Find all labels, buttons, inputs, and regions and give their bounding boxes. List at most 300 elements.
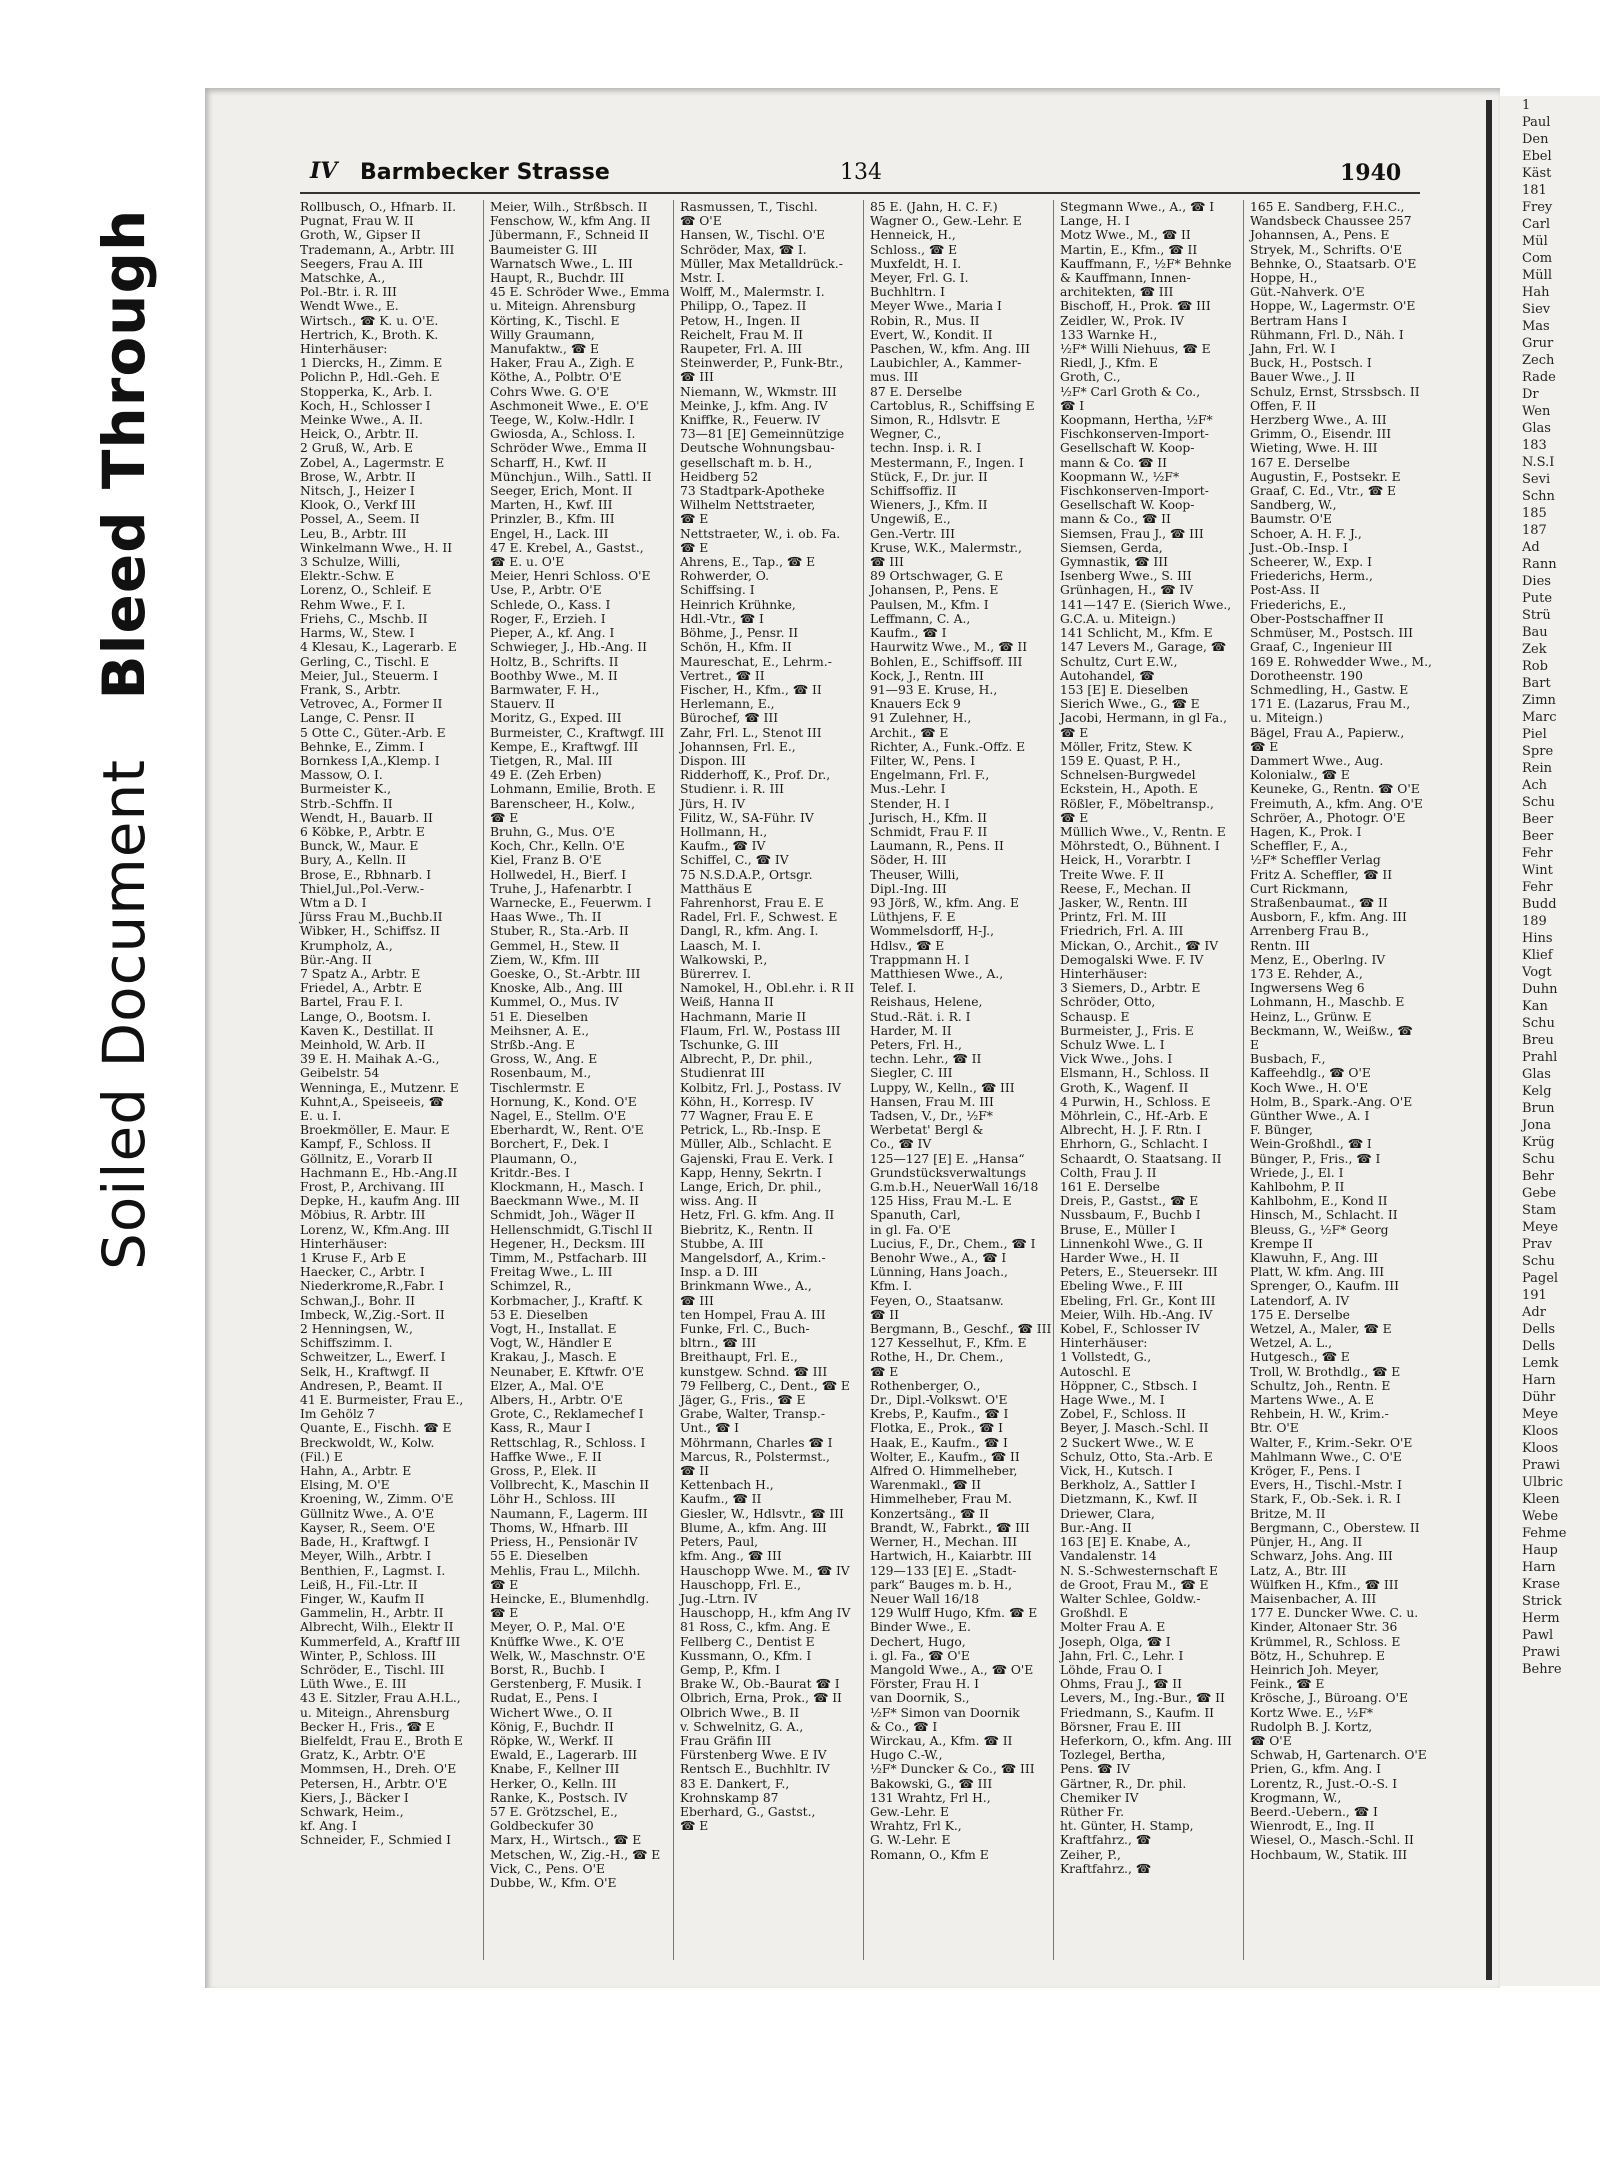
directory-column-6 [1250, 200, 1432, 1960]
directory-entry: Niederkrome,R.,Fabr. I [300, 1279, 444, 1294]
directory-entry: Hdlsv., ☎ E [870, 938, 945, 953]
directory-entry: Ewald, E., Lagerarb. III [490, 1748, 638, 1763]
directory-entry: Kempe, E., Kraftwgf. III [490, 739, 639, 754]
directory-entry: Möhrmann, Charles ☎ I [680, 1435, 833, 1450]
directory-entry: Walkowski, P., [680, 952, 768, 967]
directory-entry: ½F* Carl Groth & Co., [1060, 384, 1201, 399]
directory-entry: Rasmussen, T., Tischl. [680, 200, 818, 214]
directory-entry: u. Miteign., Ahrensburg [300, 1705, 450, 1720]
next-page-fragment: Adr [1522, 1305, 1546, 1320]
directory-entry: Romann, O., Kfm E [870, 1847, 989, 1862]
directory-entry: Wibker, H., Schiffsz. II [300, 924, 440, 939]
directory-entry: Bergmann, B., Geschf., ☎ III [870, 1322, 1052, 1337]
directory-entry: 83 E. Dankert, F., [680, 1776, 790, 1791]
directory-entry: Harms, W., Stew. I [300, 626, 415, 641]
directory-entry: Plaumann, O., [490, 1151, 578, 1166]
directory-entry: Co., ☎ IV [870, 1137, 932, 1152]
directory-entry: mus. III [870, 370, 919, 385]
directory-entry: Rößler, F., Möbeltransp., [1060, 796, 1214, 811]
directory-entry: Lange, Erich, Dr. phil., [680, 1180, 822, 1195]
directory-entry: Wolter, E., Kaufm., ☎ II [870, 1449, 1020, 1464]
directory-entry: Höppner, C., Stbsch. I [1060, 1378, 1198, 1393]
directory-entry: Gesellschaft W. Koop- [1060, 441, 1195, 456]
directory-entry: Mangold Wwe., A., ☎ O'E [870, 1662, 1034, 1677]
directory-entry: ☎ II [870, 1307, 899, 1322]
directory-entry: Heinz, L., Grünw. E [1250, 1009, 1372, 1024]
directory-entry: Engel, H., Lack. III [490, 526, 609, 541]
directory-entry: N. S.-Schwesternschaft E [1060, 1563, 1219, 1578]
directory-entry: Moritz, G., Exped. III [490, 711, 622, 726]
directory-entry: 73—81 [E] Gemeinnützige [680, 427, 845, 442]
next-page-fragment: Schu [1522, 1152, 1555, 1167]
directory-entry: Kiers, J., Bäcker I [300, 1790, 409, 1805]
next-page-fragment: Com [1522, 251, 1553, 266]
directory-entry: Brake W., Ob.-Baurat ☎ I [680, 1677, 840, 1692]
next-page-fragment: Dr [1522, 387, 1539, 402]
directory-entry: 133 Warnke H., [1060, 327, 1158, 342]
next-page-edge [1500, 96, 1600, 1986]
directory-entry: Laubichler, A., Kammer- [870, 356, 1022, 371]
directory-column-4 [870, 200, 1052, 1960]
directory-entry: Koch, Chr., Kelln. O'E [490, 839, 625, 854]
directory-entry: Hegener, H., Decksm. III [490, 1236, 645, 1251]
next-page-fragment: Herm [1522, 1611, 1560, 1626]
directory-entry: Kritdr.-Bes. I [490, 1165, 570, 1180]
directory-entry: Stryek, M., Schrifts. O'E [1250, 242, 1403, 257]
directory-entry: Leiß, H., Fil.-Ltr. II [300, 1577, 418, 1592]
directory-entry: Bunck, W., Maur. E [300, 839, 419, 854]
next-page-fragment: Beer [1522, 829, 1554, 844]
directory-entry: Gen.-Vertr. III [870, 526, 955, 541]
directory-entry: v. Schwelnitz, G. A., [680, 1719, 804, 1734]
directory-entry: Brose, W., Arbtr. II [300, 469, 416, 484]
directory-entry: Bielfeldt, Frau E., Broth E [300, 1733, 463, 1748]
directory-entry: Wülfken H., Kfm., ☎ III [1250, 1577, 1399, 1592]
directory-entry: Behnke, O., Staatsarb. O'E [1250, 256, 1417, 271]
directory-entry: Neunaber, E. Kftwfr. O'E [490, 1364, 645, 1379]
directory-entry: Güllnitz Wwe., A. O'E [300, 1506, 435, 1521]
directory-entry: Scheerer, W., Exp. I [1250, 555, 1372, 570]
directory-entry: Krohnskamp 87 [680, 1790, 779, 1805]
directory-entry: Kruse, W.K., Malermstr., [870, 540, 1022, 555]
directory-entry: Müller, Alb., Schlacht. E [680, 1137, 832, 1152]
directory-entry: Mickan, O., Archit., ☎ IV [1060, 938, 1219, 953]
directory-entry: Vick, C., Pens. O'E [490, 1861, 605, 1876]
directory-entry: Joseph, Olga, ☎ I [1060, 1634, 1171, 1649]
directory-entry: Zobel, A., Lagermstr. E [300, 455, 445, 470]
directory-entry: Bünger, P., Fris., ☎ I [1250, 1151, 1381, 1166]
directory-entry: & Co., ☎ I [870, 1719, 938, 1734]
directory-entry: Beckmann, W., Weißw., ☎ [1250, 1023, 1413, 1038]
directory-entry: 2 Henningsen, W., [300, 1322, 413, 1337]
directory-entry: Kaufm., ☎ IV [680, 839, 766, 854]
directory-entry: Sprenger, O., Kaufm. III [1250, 1279, 1399, 1294]
directory-entry: Tischlermstr. E [490, 1080, 585, 1095]
directory-entry: 147 Levers M., Garage, ☎ [1060, 640, 1227, 655]
directory-entry: Krogmann, W., [1250, 1790, 1342, 1805]
next-page-fragment: Mül [1522, 234, 1548, 249]
directory-entry: 129 Wulff Hugo, Kfm. ☎ E [870, 1606, 1038, 1621]
directory-entry: E [1250, 1037, 1259, 1052]
directory-entry: Telef. I. [870, 981, 917, 996]
next-page-fragment: Jona [1522, 1118, 1552, 1133]
directory-entry: 141 Schlicht, M., Kfm. E [1060, 626, 1213, 641]
directory-entry: Schloss., ☎ E [870, 242, 958, 257]
directory-entry: Heidberg 52 [680, 469, 759, 484]
directory-entry: 167 E. Derselbe [1250, 455, 1350, 470]
directory-entry: Koopmann W., ½F* [1060, 469, 1180, 484]
next-page-fragment: 185 [1522, 506, 1547, 521]
directory-entry: Stud.-Rät. i. R. I [870, 1009, 971, 1024]
directory-entry: mann & Co. ☎ II [1060, 455, 1167, 470]
directory-entry: Hinterhäuser: [1060, 966, 1148, 981]
directory-entry: Selk, H., Kraftwgf. II [300, 1364, 430, 1379]
header-rule [300, 192, 1420, 194]
directory-entry: Grabe, Walter, Transp.- [680, 1407, 825, 1422]
directory-entry: Kniffke, R., Feuerw. IV [680, 413, 821, 428]
directory-entry: Albers, H., Arbtr. O'E [490, 1393, 623, 1408]
directory-entry: 177 E. Duncker Wwe. C. u. [1250, 1606, 1419, 1621]
directory-entry: Just.-Ob.-Insp. I [1250, 540, 1348, 555]
next-page-fragment: Rein [1522, 761, 1553, 776]
directory-entry: Köthe, A., Polbtr. O'E [490, 370, 622, 385]
directory-entry: Rentn. III [1250, 938, 1310, 953]
directory-entry: Wieners, J., Kfm. II [870, 498, 988, 513]
directory-entry: F. Bünger, [1250, 1123, 1313, 1138]
next-page-fragment: Strü [1522, 608, 1551, 623]
directory-entry: ☎ E [1060, 725, 1089, 740]
directory-entry: Unt., ☎ I [680, 1421, 740, 1436]
directory-entry: Möbius, R. Arbtr. III [300, 1208, 426, 1223]
directory-entry: Fahrenhorst, Frau E. E [680, 895, 824, 910]
directory-entry: Stubbe, A. III [680, 1236, 764, 1251]
directory-entry: Wagner O., Gew.-Lehr. E [870, 214, 1022, 229]
directory-entry: Johannsen, A., Pens. E [1250, 228, 1390, 243]
directory-entry: Vick, H., Kutsch. I [1060, 1464, 1173, 1479]
directory-entry: ☎ E [1250, 739, 1279, 754]
directory-entry: Schweitzer, L., Ewerf. I [300, 1350, 446, 1365]
directory-entry: Meyer, Frl. G. I. [870, 271, 969, 286]
directory-entry: Hoppe, H., [1250, 271, 1318, 286]
directory-entry: Münchjun., Wilh., Sattl. II [490, 469, 652, 484]
directory-entry: Röpke, W., Werkf. II [490, 1733, 614, 1748]
column-divider [1243, 200, 1244, 1960]
directory-entry: Schlede, O., Kass. I [490, 597, 611, 612]
directory-entry: Peters, E., Steuersekr. III [1060, 1265, 1218, 1280]
directory-entry: Kfm. I. [870, 1279, 912, 1294]
directory-entry: Schwan,J., Bohr. II [300, 1293, 416, 1308]
directory-entry: Schultz, Joh., Rentn. E [1250, 1378, 1391, 1393]
directory-entry: Kaufm., ☎ I [870, 626, 947, 641]
directory-entry: G. W.-Lehr. E [870, 1833, 951, 1848]
directory-entry: Lorentz, R., Just.-O.-S. I [1250, 1776, 1398, 1791]
directory-entry: Jürs, H. IV [680, 796, 746, 811]
directory-entry: 43 E. Sitzler, Frau A.H.L., [300, 1691, 461, 1706]
column-divider [483, 200, 484, 1960]
next-page-fragment: Lemk [1522, 1356, 1559, 1371]
directory-entry: Hinsch, M., Schlacht. II [1250, 1208, 1398, 1223]
directory-entry: ten Hompel, Frau A. III [680, 1307, 826, 1322]
next-page-fragment: Marc [1522, 710, 1557, 725]
directory-entry: ½F* Scheffler Verlag [1250, 853, 1381, 868]
directory-entry: Hdl.-Vtr., ☎ I [680, 611, 764, 626]
directory-entry: Autohandel, ☎ [1060, 668, 1155, 683]
directory-entry: Kuhnt,A., Speiseeis, ☎ [300, 1094, 444, 1109]
directory-entry: Schaardt, O. Staatsang. II [1060, 1151, 1222, 1166]
directory-entry: Seeger, Erich, Mont. II [490, 484, 633, 499]
directory-entry: Schultz, Curt E.W., [1060, 654, 1178, 669]
directory-entry: Manufaktw., ☎ E [490, 342, 600, 357]
directory-entry: Grote, C., Reklamechef I [490, 1407, 644, 1422]
directory-entry: 89 Ortschwager, G. E [870, 569, 1004, 584]
directory-entry: u. Miteign. Ahrensburg [490, 299, 636, 314]
soiled-document-label: Soiled Document [90, 759, 158, 1270]
directory-entry: Elzer, A., Mal. O'E [490, 1378, 604, 1393]
directory-entry: G.C.A. u. Miteign.) [1060, 611, 1176, 626]
directory-entry: in gl. Fa. O'E [870, 1222, 951, 1237]
directory-entry: Timm, M., Pstfacharb. III [490, 1251, 647, 1266]
directory-entry: Matschke, A., [300, 271, 386, 286]
directory-entry: Ingwersens Weg 6 [1250, 981, 1365, 996]
directory-entry: Ausborn, F., kfm. Ang. III [1250, 910, 1407, 925]
directory-entry: Dreis, P., Gastst., ☎ E [1060, 1194, 1199, 1209]
directory-entry: Meier, Henri Schloss. O'E [490, 569, 651, 584]
directory-entry: Kortz Wwe. E., ½F* [1250, 1705, 1374, 1720]
next-page-fragment: Frey [1522, 200, 1553, 215]
directory-entry: Vandalenstr. 14 [1060, 1549, 1157, 1564]
directory-entry: Korbmacher, J., Kraftf. K [490, 1293, 643, 1308]
directory-entry: Andresen, P., Beamt. II [300, 1378, 443, 1393]
directory-entry: Warnatsch Wwe., L. III [490, 256, 633, 271]
directory-entry: Hinterhäuser: [1060, 1336, 1148, 1351]
directory-entry: Kass, R., Maur I [490, 1421, 591, 1436]
directory-entry: Bötz, H., Schuhrep. E [1250, 1648, 1386, 1663]
directory-entry: 173 E. Rehder, A., [1250, 966, 1363, 981]
directory-entry: Prien, G., kfm. Ang. I [1250, 1762, 1382, 1777]
directory-entry: Zobel, F., Schloss. II [1060, 1407, 1186, 1422]
directory-entry: Groth, K., Wagenf. II [1060, 1080, 1189, 1095]
next-page-fragment: 189 [1522, 914, 1547, 929]
directory-entry: Wirckau, A., Kfm. ☎ II [870, 1733, 1013, 1748]
directory-entry: Knabe, F., Kellner III [490, 1762, 620, 1777]
directory-entry: Stuber, R., Sta.-Arb. II [490, 924, 629, 939]
directory-entry: Depke, H., kaufm Ang. III [300, 1194, 460, 1209]
directory-entry: Spanuth, Carl, [870, 1208, 961, 1223]
directory-entry: Wtm a D. I [300, 895, 367, 910]
directory-entry: Feink., ☎ E [1250, 1677, 1325, 1692]
directory-entry: Rüther Fr. [1060, 1804, 1125, 1819]
directory-entry: Menz, E., Oberlng. IV [1250, 952, 1386, 967]
next-page-fragment: 183 [1522, 438, 1547, 453]
directory-entry: Lüthjens, F. E [870, 910, 956, 925]
directory-entry: Wein-Großhdl., ☎ I [1250, 1137, 1372, 1152]
directory-entry: 53 E. Dieselben [490, 1307, 589, 1322]
directory-entry: Hahn, A., Arbtr. E [300, 1464, 412, 1479]
directory-entry: Schulz, Otto, Sta.-Arb. E [1060, 1449, 1213, 1464]
directory-entry: Btr. O'E [1250, 1421, 1299, 1436]
directory-entry: Kolbitz, Frl. J., Postass. IV [680, 1080, 842, 1095]
directory-entry: Schnelsen-Burgwedel [1060, 768, 1196, 783]
directory-entry: Schneider, F., Schmied I [300, 1833, 451, 1848]
directory-entry: Hugo C.-W., [870, 1748, 943, 1763]
directory-entry: Martin, E., Kfm., ☎ II [1060, 242, 1198, 257]
directory-entry: Nettstraeter, W., i. ob. Fa. [680, 526, 841, 541]
directory-entry: Stauerv. II [490, 697, 555, 712]
directory-entry: 49 E. (Zeh Erben) [490, 768, 602, 783]
directory-entry: Holm, B., Spark.-Ang. O'E [1250, 1094, 1413, 1109]
directory-entry: 77 Wagner, Frau E. E [680, 1109, 814, 1123]
directory-entry: 131 Wrahtz, Frl H., [870, 1790, 991, 1805]
directory-entry: Imbeck, W.,Zig.-Sort. II [300, 1307, 445, 1322]
directory-entry: Wommelsdorff, H-J., [870, 924, 994, 939]
next-page-fragment: Dells [1522, 1339, 1556, 1354]
directory-entry: Breithaupt, Frl. E., [680, 1350, 798, 1365]
directory-entry: Flaum, Frl. W., Postass III [680, 1023, 841, 1038]
directory-entry: Simon, R., Hdlsvtr. E [870, 413, 1001, 428]
next-page-fragment: Schu [1522, 795, 1555, 810]
directory-entry: Haas Wwe., Th. II [490, 910, 602, 925]
directory-entry: Wilhelm Nettstraeter, [680, 498, 816, 513]
directory-entry: Meinhold, W. Arb. II [300, 1037, 426, 1052]
directory-entry: Gratz, K., Arbtr. O'E [300, 1748, 426, 1763]
directory-entry: Possel, A., Seem. II [300, 512, 420, 527]
directory-entry: Cohrs Wwe. G. O'E [490, 384, 609, 399]
directory-entry: Göllnitz, E., Vorarb II [300, 1151, 433, 1166]
directory-entry: Flotka, E., Prok., ☎ I [870, 1421, 1003, 1436]
directory-entry: Walter Schlee, Goldw.- [1060, 1591, 1201, 1606]
directory-entry: Lohmann, Emilie, Broth. E [490, 782, 656, 797]
directory-entry: Haker, Frau A., Zigh. E [490, 356, 635, 371]
directory-entry: Schmüser, M., Postsch. III [1250, 626, 1413, 641]
directory-entry: Baumstr. O'E [1250, 512, 1332, 527]
directory-entry: Bade, H., Kraftwgf. I [300, 1535, 429, 1550]
directory-entry: 57 E. Grötzschel, E., [490, 1804, 618, 1819]
directory-entry: Schimzel, R., [490, 1279, 572, 1294]
directory-entry: Studienrat III [680, 1066, 765, 1081]
directory-entry: Rollbusch, O., Hfnarb. II. [300, 200, 457, 214]
directory-entry: Nussbaum, F., Buchb I [1060, 1208, 1201, 1223]
directory-entry: Hachmann E., Hb.-Ang.II [300, 1165, 458, 1180]
directory-entry: Hinterhäuser: [300, 342, 388, 357]
directory-entry: Herzberg Wwe., A. III [1250, 413, 1387, 428]
directory-entry: Müller, Max Metalldrück.- [680, 256, 843, 271]
directory-entry: Schröder Wwe., Emma II [490, 441, 647, 456]
directory-entry: Pugnat, Frau W. II [300, 214, 414, 229]
next-page-fragment: 181 [1522, 183, 1547, 198]
directory-entry: Dietzmann, K., Kwf. II [1060, 1492, 1198, 1507]
directory-entry: Wolff, M., Malermstr. I. [680, 285, 825, 300]
directory-entry: Lange, O., Bootsm. I. [300, 1009, 431, 1024]
directory-entry: Gajenski, Frau E. Verk. I [680, 1151, 834, 1166]
directory-entry: Isenberg Wwe., S. III [1060, 569, 1192, 584]
directory-entry: Meinke Wwe., A. II. [300, 413, 423, 428]
directory-entry: kfm. Ang., ☎ III [680, 1549, 782, 1564]
directory-entry: Elsmann, H., Schloss. II [1060, 1066, 1210, 1081]
directory-entry: Gross, W., Ang. E [490, 1052, 598, 1067]
directory-entry: van Doornik, S., [870, 1691, 970, 1706]
directory-entry: Harder Wwe., H. II [1060, 1251, 1180, 1266]
directory-entry: Herker, O., Kelln. III [490, 1776, 617, 1791]
directory-entry: Hertrich, K., Broth. K. [300, 327, 439, 342]
directory-entry: Barenscheer, H., Kolw., [490, 796, 635, 811]
directory-entry: Dr., Dipl.-Volkswt. O'E [870, 1393, 1008, 1408]
directory-entry: Lüth Wwe., E. III [300, 1677, 407, 1692]
column-divider [863, 200, 864, 1960]
directory-entry: Philipp, O., Tapez. II [680, 299, 807, 314]
next-page-fragment: Prav [1522, 1237, 1553, 1252]
next-page-fragment: Kelg [1522, 1084, 1552, 1099]
directory-entry: Kussmann, O., Kfm. I [680, 1648, 812, 1663]
directory-entry: Mstr. I. [680, 271, 725, 286]
directory-entry: Giesler, W., Hdlsvtr., ☎ III [680, 1506, 844, 1521]
directory-entry: Britze, M. II [1250, 1506, 1326, 1521]
directory-entry: Friehs, C., Mschb. II [300, 611, 428, 626]
directory-entry: Groth, W., Gipser II [300, 228, 421, 243]
directory-entry: Fenschow, W., kfm Ang. II [490, 214, 651, 229]
directory-entry: Evers, H., Tischl.-Mstr. I [1250, 1478, 1402, 1493]
directory-entry: Löhr H., Schloss. III [490, 1492, 616, 1507]
directory-entry: Bürochef, ☎ III [680, 711, 779, 726]
directory-entry: Linnenkohl Wwe., G. II [1060, 1236, 1203, 1251]
directory-entry: Meier, Wilh., Strßbsch. II [490, 200, 648, 214]
directory-entry: Herlemann, E., [680, 697, 775, 712]
directory-entry: Lange, H. I [1060, 214, 1130, 229]
next-page-fragment: Budd [1522, 897, 1557, 912]
directory-entry: Kaffeehdlg., ☎ O'E [1250, 1066, 1371, 1081]
year-label: 1940 [1340, 160, 1402, 186]
directory-entry: Scharff, H., Kwf. II [490, 455, 607, 470]
directory-entry: Tadsen, V., Dr., ½F* [870, 1109, 993, 1123]
directory-entry: Pieper, A., kf. Ang. I [490, 626, 615, 641]
directory-entry: Jacobi, Hermann, in gl Fa., [1060, 711, 1228, 726]
directory-entry: 7 Spatz A., Arbtr. E [300, 966, 421, 981]
directory-entry: Seegers, Frau A. III [300, 256, 423, 271]
directory-entry: Schröder, E., Tischl. III [300, 1662, 445, 1677]
directory-entry: 3 Schulze, Willi, [300, 555, 401, 570]
directory-entry: Konzertsäng., ☎ II [870, 1506, 989, 1521]
directory-entry: Rohwerder, O. [680, 569, 770, 584]
next-page-fragment: Rob [1522, 659, 1548, 674]
directory-entry: Trappmann H. I [870, 952, 970, 967]
directory-entry: 75 N.S.D.A.P., Ortsgr. [680, 867, 813, 882]
next-page-fragment: 1 [1522, 98, 1531, 113]
directory-entry: Graaf, C., Ingenieur III [1250, 640, 1393, 655]
directory-entry: Hauschopp, H., kfm Ang IV [680, 1606, 851, 1621]
directory-entry: ht. Günter, H. Stamp, [1060, 1819, 1194, 1834]
directory-entry: ☎ O'E [680, 214, 722, 229]
directory-entry: Fischer, H., Kfm., ☎ II [680, 682, 822, 697]
directory-entry: 161 E. Derselbe [1060, 1180, 1160, 1195]
directory-entry: E. u. I. [300, 1109, 342, 1123]
directory-entry: Nitsch, J., Heizer I [300, 484, 415, 499]
directory-entry: Schmidt, Joh., Wäger II [490, 1208, 635, 1223]
directory-entry: Priess, H., Pensionär IV [490, 1535, 638, 1550]
street-title: Barmbecker Strasse [360, 160, 610, 185]
directory-entry: Kolonialw., ☎ E [1250, 768, 1350, 783]
directory-entry: Latz, A., Btr. III [1250, 1563, 1347, 1578]
directory-entry: Hansen, Frau M. III [870, 1094, 994, 1109]
directory-entry: 4 Klesau, K., Lagerarb. E [300, 640, 457, 655]
directory-entry: Friederichs, E., [1250, 597, 1347, 612]
directory-entry: Sandberg, W., [1250, 498, 1337, 513]
directory-entry: Berkholz, A., Sattler I [1060, 1478, 1196, 1493]
next-page-fragment: Zech [1522, 353, 1555, 368]
directory-entry: Tozlegel, Bertha, [1060, 1748, 1166, 1763]
directory-entry: Arrenberg Frau B., [1250, 924, 1370, 939]
directory-entry: Kraftfahrz., ☎ [1060, 1861, 1152, 1876]
directory-entry: 125 Hiss, Frau M.-L. E [870, 1194, 1012, 1209]
directory-entry: Friederichs, Herm., [1250, 569, 1373, 584]
